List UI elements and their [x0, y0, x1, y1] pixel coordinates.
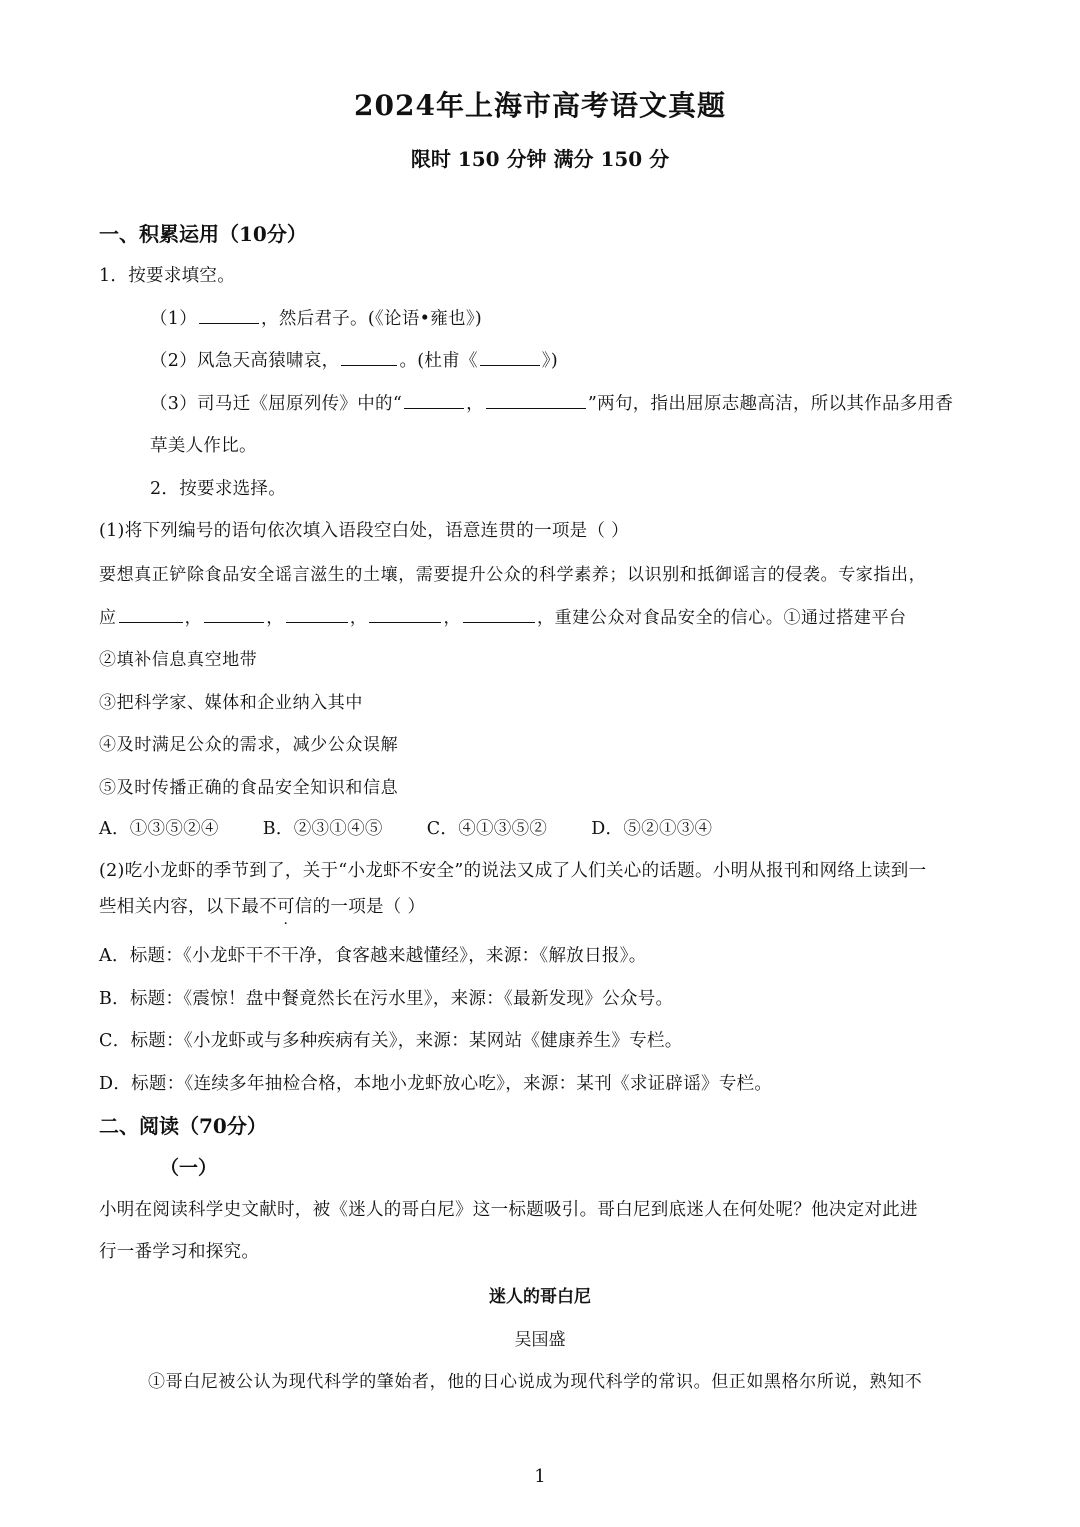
separator: ，	[443, 608, 462, 628]
separator: ，	[184, 608, 203, 628]
answer-blank[interactable]	[341, 347, 397, 366]
q1-item3-pre: （3）司马迁《屈原列传》中的“	[150, 394, 403, 414]
reading-intro-line1: 小明在阅读科学史文献时，被《迷人的哥白尼》这一标题吸引。哥白尼到底迷人在何处呢？他决定对此进	[99, 1200, 918, 1220]
article-title: 迷人的哥白尼	[489, 1287, 591, 1307]
article-paragraph-1: ①哥白尼被公认为现代科学的肇始者，他的日心说成为现代科学的常识。但正如黑格尔所说，熟知不	[148, 1372, 923, 1392]
q2-sub1-prompt: (1)将下列编号的语句依次填入语段空白处，语意连贯的一项是（ ）	[99, 521, 629, 541]
sentence-5: ⑤及时传播正确的食品安全知识和信息	[99, 778, 399, 798]
option-a[interactable]: A．①③⑤②④	[99, 819, 219, 839]
section2-heading: 二、阅读（70分）	[99, 1114, 267, 1138]
q1-item1-pre: （1）	[150, 309, 198, 329]
sentence-2: ②填补信息真空地带	[99, 650, 258, 670]
article-author: 吴国盛	[514, 1330, 566, 1350]
document-title: 2024年上海市高考语文真题	[354, 89, 726, 122]
q1-item2	[150, 347, 558, 372]
sentence-3: ③把科学家、媒体和企业纳入其中	[99, 693, 363, 713]
q2-sub2-option-c[interactable]: C．标题：《小龙虾或与多种疾病有关》，来源：某网站《健康养生》专栏。	[99, 1031, 683, 1051]
reading-intro-line2: 行一番学习和探究。	[99, 1242, 260, 1262]
q2-sub2-option-b[interactable]: B．标题：《震惊！盘中餐竟然长在污水里》，来源：《最新发现》公众号。	[99, 989, 674, 1009]
q2-sub2-option-a[interactable]: A．标题：《小龙虾干不干净，食客越来越懂经》，来源：《解放日报》。	[99, 946, 647, 966]
q1-item2-mid: 。(杜甫《	[399, 351, 478, 371]
option-b[interactable]: B．②③①④⑤	[262, 819, 383, 839]
q1-item1	[150, 305, 482, 330]
option-d[interactable]: D．⑤②①③④	[591, 819, 713, 839]
q1-item1-post: ，然后君子。(《论语•雍也》)	[261, 309, 483, 329]
answer-blank[interactable]	[286, 604, 348, 623]
para2-pre: 应	[99, 608, 117, 628]
q1-item2-pre: （2）风急天高猿啸哀，	[150, 351, 340, 371]
q1-label: 1．按要求填空。	[99, 266, 236, 286]
q2-sub2-option-d[interactable]: D．标题：《连续多年抽检合格，本地小龙虾放心吃》，来源：某刊《求证辟谣》专栏。	[99, 1074, 773, 1094]
q1-item3	[150, 390, 953, 415]
q1-item2-post: 》)	[541, 351, 558, 371]
answer-blank[interactable]	[404, 390, 464, 409]
section1-heading: 一、积累运用（10分）	[99, 222, 307, 246]
q2-sub2-line2	[99, 893, 425, 918]
line2-post: 的一项是（ ）	[312, 897, 426, 917]
q2-sub1-para2	[99, 603, 907, 628]
option-c[interactable]: C．④①③⑤②	[426, 819, 548, 839]
q2-label: 2．按要求选择。	[150, 479, 287, 499]
para2-post: ，重建公众对食品安全的信心。①通过搭建平台	[537, 608, 907, 628]
answer-blank[interactable]	[369, 604, 441, 623]
document-subtitle: 限时 150 分钟 满分 150 分	[410, 147, 670, 171]
q2-sub1-para1: 要想真正铲除食品安全谣言滋生的土壤，需要提升公众的科学素养；以识别和抵御谣言的侵袭。专家指出，	[99, 565, 927, 585]
answer-blank[interactable]	[463, 604, 535, 623]
separator: ，	[349, 608, 368, 628]
answer-blank[interactable]	[204, 604, 264, 623]
q1-item3-cont: 草美人作比。	[150, 436, 257, 456]
answer-blank[interactable]	[119, 604, 183, 623]
answer-blank[interactable]	[199, 305, 259, 324]
emphasis-dotted-text: 不可信	[259, 897, 313, 917]
answer-blank[interactable]	[480, 347, 540, 366]
q2-sub2-line1: (2)吃小龙虾的季节到了，关于“小龙虾不安全”的说法又成了人们关心的话题。小明从报刊和网络上读到一	[99, 861, 927, 881]
page-number: 1	[534, 1466, 546, 1487]
answer-blank[interactable]	[486, 390, 586, 409]
sentence-4: ④及时满足公众的需求，减少公众误解	[99, 735, 399, 755]
q2-sub1-options	[99, 815, 756, 840]
q1-item3-post: ”两句，指出屈原志趣高洁，所以其作品多用香	[587, 394, 954, 414]
line2-pre: 些相关内容，以下最	[99, 897, 260, 917]
separator: ，	[266, 608, 284, 628]
q1-item3-mid: ，	[466, 394, 484, 414]
section2-part: （一）	[160, 1157, 218, 1179]
